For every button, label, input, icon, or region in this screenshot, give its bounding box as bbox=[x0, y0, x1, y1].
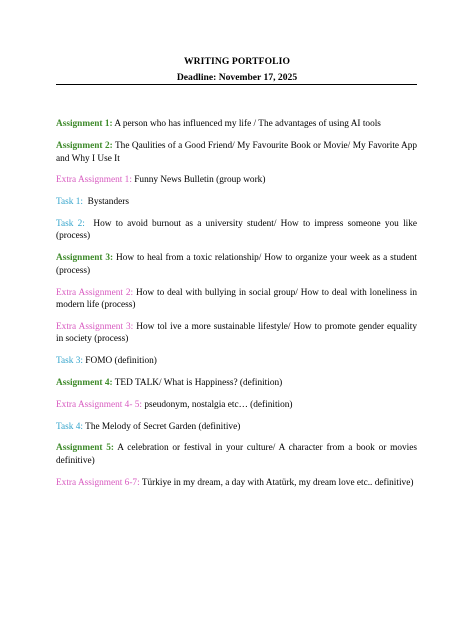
item-text: How to heal from a toxic relationship/ How to organize your week as a student (process) bbox=[56, 253, 417, 276]
document-title: WRITING PORTFOLIO bbox=[183, 56, 291, 67]
item-text: The Melody of Secret Garden (definitive) bbox=[82, 421, 241, 432]
item-label: Task 1: bbox=[56, 197, 83, 208]
item-label: Assignment 5: bbox=[56, 443, 115, 454]
item-label: Assignment 3: bbox=[56, 253, 114, 264]
item-text: How to avoid burnout as a university student/ How to impress someone you like (process) bbox=[56, 218, 420, 242]
item-text: How to deal with bullying in social group/ How to deal with loneliness in modern life (process) bbox=[56, 287, 418, 311]
item-label: Extra Assignment 1: bbox=[56, 175, 132, 186]
item-text: How tol ive a more sustainable lifestyle/ How to promote gender equality in society (process) bbox=[56, 321, 417, 345]
list-item bbox=[56, 355, 417, 368]
item-label: Task 2: bbox=[56, 218, 85, 229]
item-label: Extra Assignment 2: bbox=[56, 287, 134, 298]
list-item bbox=[56, 140, 417, 165]
item-text: FOMO (definition) bbox=[82, 356, 157, 367]
item-label: Assignment 2: bbox=[56, 141, 113, 152]
assignment-list bbox=[56, 109, 420, 495]
list-item bbox=[56, 218, 420, 243]
item-text: TED TALK/ What is Happiness? (definition) bbox=[112, 377, 283, 388]
list-item bbox=[56, 477, 417, 490]
item-text: A person who has influenced my life / The advantages of using AI tools bbox=[112, 119, 381, 130]
item-label: Extra Assignment 3: bbox=[56, 321, 134, 332]
item-label: Task 3: bbox=[56, 356, 83, 367]
item-label: Assignment 1: bbox=[56, 119, 113, 130]
list-item bbox=[56, 252, 417, 277]
list-item bbox=[56, 421, 417, 434]
list-item bbox=[56, 442, 417, 467]
deadline-line: Deadline: November 17, 2025 bbox=[176, 72, 298, 83]
list-item bbox=[56, 377, 417, 390]
list-item bbox=[56, 287, 417, 312]
list-item bbox=[56, 174, 417, 187]
item-text: Funny News Bulletin (group work) bbox=[131, 175, 266, 186]
item-label: Extra Assignment 4- 5: bbox=[56, 399, 142, 410]
item-text: Bystanders bbox=[82, 197, 129, 208]
list-item bbox=[56, 118, 417, 131]
item-text: The Qaulities of a Good Friend/ My Favourite Book or Movie/ My Favorite App and Why I Use It bbox=[56, 141, 418, 164]
item-label: Extra Assignment 6-7: bbox=[56, 477, 140, 488]
title-underline-divider bbox=[56, 84, 417, 85]
list-item bbox=[56, 399, 417, 412]
item-text: Türkiye in my dream, a day with Atatürk, my dream love etc.. definitive) bbox=[139, 477, 414, 488]
list-item bbox=[56, 196, 417, 209]
item-text: A celebration or festival in your culture/ A character from a book or movies definitive) bbox=[56, 443, 417, 466]
item-label: Task 4: bbox=[56, 421, 83, 432]
item-text: pseudonym, nostalgia etc… (definition) bbox=[142, 399, 293, 410]
item-label: Assignment 4: bbox=[56, 377, 113, 388]
list-item bbox=[56, 321, 417, 346]
